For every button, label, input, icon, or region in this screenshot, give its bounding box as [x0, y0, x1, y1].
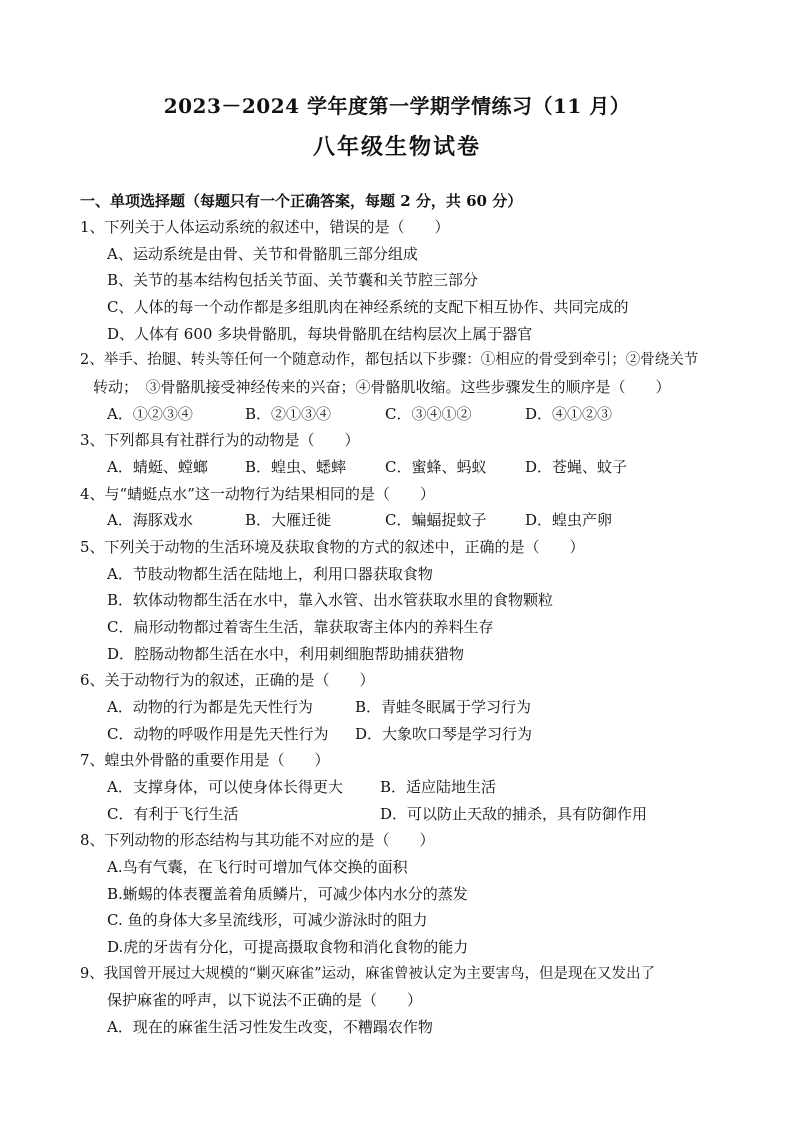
q4-option-d: D．蝗虫产卵: [525, 511, 613, 529]
q1-option-d: D、人体有 600 多块骨骼肌，每块骨骼肌在结构层次上属于器官: [107, 325, 533, 343]
q3-option-b: B．蝗虫、蟋蟀: [245, 458, 347, 476]
q6-option-d: D．大象吹口琴是学习行为: [355, 725, 533, 743]
q2-option-b: B．②①③④: [245, 405, 332, 423]
q5-stem: 5、下列关于动物的生活环境及获取食物的方式的叙述中，正确的是（ ）: [80, 538, 585, 556]
q4-option-c: C．蝙蝠捉蚊子: [385, 511, 487, 529]
q4-stem: 4、与“蜻蜓点水”这一动物行为结果相同的是（ ）: [80, 485, 435, 503]
q3-option-c: C．蜜蜂、蚂蚁: [385, 458, 487, 476]
q2-stem-line2: 转动； ③骨骼肌接受神经传来的兴奋；④骨骼肌收缩。这些步骤发生的顺序是（ ）: [93, 378, 671, 396]
section-heading: 一、单项选择题（每题只有一个正确答案，每题 2 分，共 60 分）: [80, 192, 523, 210]
q8-option-d: D.虎的牙齿有分化，可提高摄取食物和消化食物的能力: [107, 938, 469, 956]
q7-option-a: A．支撑身体，可以使身体长得更大: [107, 778, 343, 796]
q2-option-d: D．④①②③: [525, 405, 613, 423]
q8-option-a: A.鸟有气囊，在飞行时可增加气体交换的面积: [107, 858, 408, 876]
q7-option-b: B．适应陆地生活: [380, 778, 497, 796]
q3-option-d: D．苍蝇、蚊子: [525, 458, 628, 476]
q7-option-d: D．可以防止天敌的捕杀，具有防御作用: [380, 805, 648, 823]
q4-option-a: A．海豚戏水: [107, 511, 193, 529]
q2-stem-line1: 2、举手、抬腿、转头等任何一个随意动作，都包括以下步骤：①相应的骨受到牵引；②骨绕关节: [80, 352, 699, 368]
page-subtitle: 八年级生物试卷: [312, 134, 481, 160]
q6-option-c: C．动物的呼吸作用是先天性行为: [107, 725, 329, 743]
q8-option-b: B.蜥蜴的体表覆盖着角质鳞片，可减少体内水分的蒸发: [107, 885, 468, 903]
q8-stem: 8、下列动物的形态结构与其功能不对应的是（ ）: [80, 831, 435, 849]
page-title: 2023－2024 学年度第一学期学情练习（11 月）: [163, 94, 631, 118]
q9-stem-line1: 9、我国曾开展过大规模的“剿灭麻雀”运动，麻雀曾被认定为主要害鸟，但是现在又发出了: [80, 966, 656, 982]
q1-stem: 1、下列关于人体运动系统的叙述中，错误的是（ ）: [80, 218, 450, 236]
q1-option-a: A、运动系统是由骨、关节和骨骼肌三部分组成: [107, 245, 418, 263]
q1-option-c: C、人体的每一个动作都是多组肌肉在神经系统的支配下相互协作、共同完成的: [107, 298, 629, 316]
q2-option-c: C．③④①②: [385, 405, 472, 423]
q3-option-a: A．蜻蜓、螳螂: [107, 458, 208, 476]
q6-stem: 6、关于动物行为的叙述，正确的是（ ）: [80, 671, 375, 689]
q5-option-c: C．扁形动物都过着寄生生活，靠获取寄主体内的养料生存: [107, 618, 494, 636]
q6-option-b: B．青蛙冬眠属于学习行为: [355, 698, 532, 716]
q9-option-a: A．现在的麻雀生活习性发生改变，不糟蹋农作物: [107, 1018, 433, 1036]
q4-option-b: B．大雁迁徙: [245, 511, 332, 529]
q9-stem-line2: 保护麻雀的呼声，以下说法不正确的是（ ）: [107, 991, 423, 1009]
q3-stem: 3、下列都具有社群行为的动物是（ ）: [80, 431, 360, 449]
q6-option-a: A．动物的行为都是先天性行为: [107, 698, 313, 716]
q5-option-d: D．腔肠动物都生活在水中，利用刺细胞帮助捕获猎物: [107, 645, 465, 663]
q8-option-c: C. 鱼的身体大多呈流线形，可减少游泳时的阻力: [107, 911, 428, 929]
q5-option-b: B．软体动物都生活在水中，靠入水管、出水管获取水里的食物颗粒: [107, 591, 554, 609]
q2-option-a: A．①②③④: [107, 405, 193, 423]
q7-option-c: C．有利于飞行生活: [107, 805, 239, 823]
q1-option-b: B、关节的基本结构包括关节面、关节囊和关节腔三部分: [107, 271, 479, 289]
q7-stem: 7、蝗虫外骨骼的重要作用是（ ）: [80, 751, 330, 769]
q5-option-a: A．节肢动物都生活在陆地上，利用口器获取食物: [107, 565, 433, 583]
